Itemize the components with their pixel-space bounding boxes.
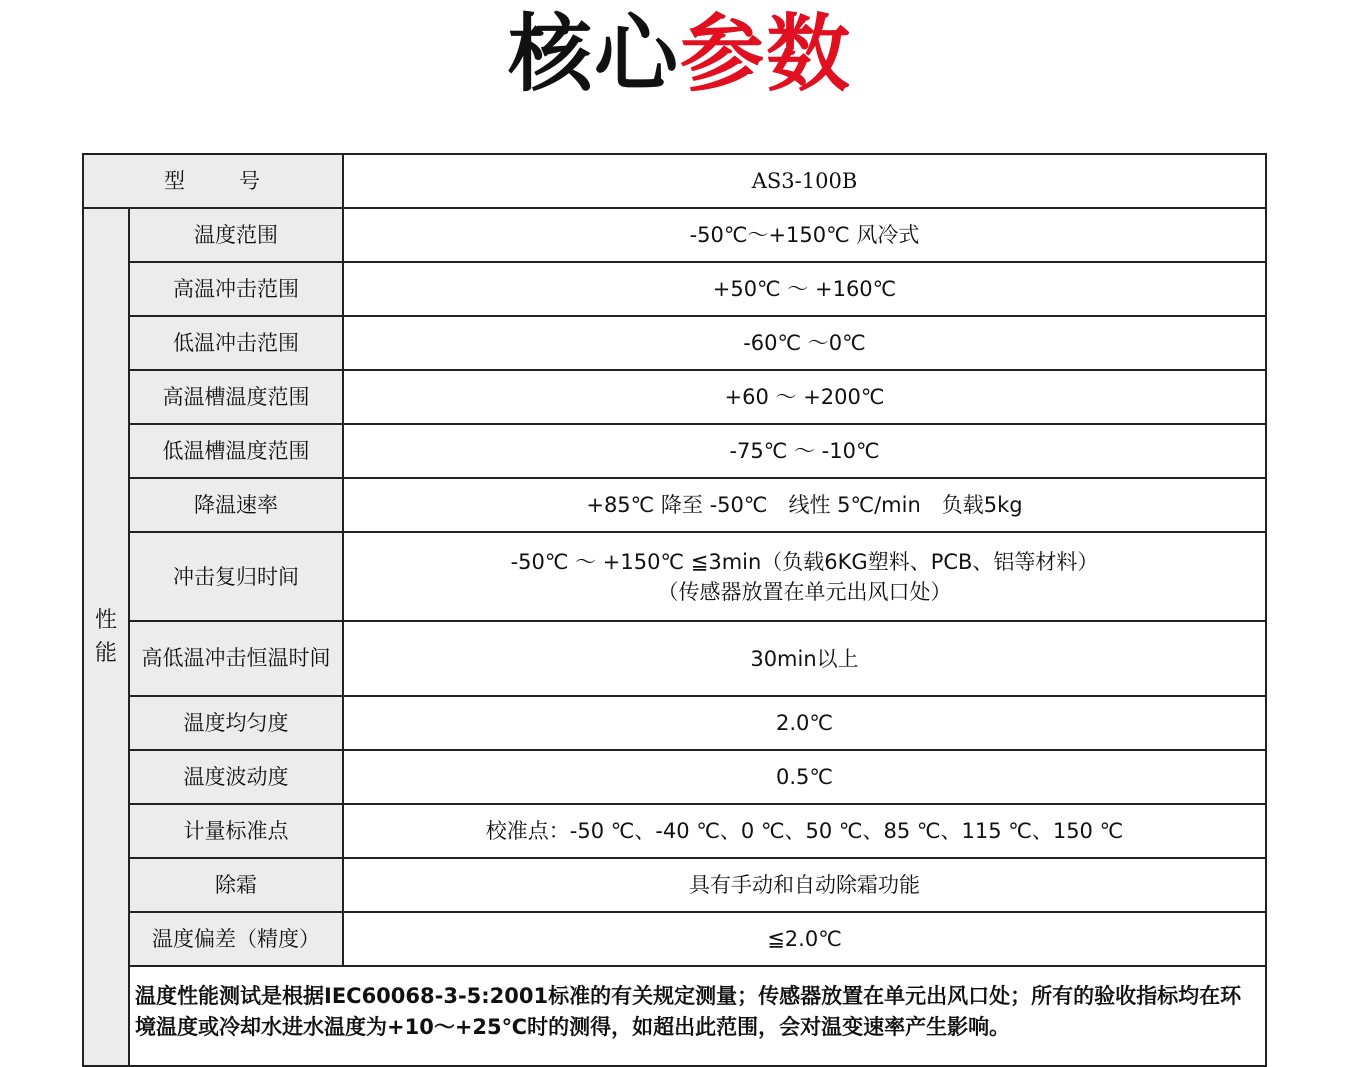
row-value: 2.0℃ xyxy=(343,696,1266,750)
row-value: ≦2.0℃ xyxy=(343,912,1266,966)
table-row xyxy=(83,424,1266,478)
table-row xyxy=(83,621,1266,696)
row-label: 高温槽温度范围 xyxy=(129,370,343,424)
group-label-char-a: 性 xyxy=(94,608,117,633)
row-label: 低温冲击范围 xyxy=(129,316,343,370)
row-value-line-1: -50℃ ～ +150℃ ≦3min（负载6KG塑料、PCB、铝等材料） xyxy=(510,549,1099,574)
table-row-note xyxy=(83,966,1266,1066)
page-title xyxy=(0,4,1360,104)
row-label: 计量标准点 xyxy=(129,804,343,858)
row-value: +50℃ ～ +160℃ xyxy=(343,262,1266,316)
row-value xyxy=(343,532,1266,621)
table-row xyxy=(83,532,1266,621)
group-label-char-b: 能 xyxy=(94,641,117,666)
row-label: 温度波动度 xyxy=(129,750,343,804)
table-row xyxy=(83,208,1266,262)
row-label: 温度范围 xyxy=(129,208,343,262)
table-row xyxy=(83,750,1266,804)
performance-group-label xyxy=(83,208,129,1066)
table-row xyxy=(83,478,1266,532)
row-value: +60 ～ +200℃ xyxy=(343,370,1266,424)
spec-table xyxy=(82,153,1267,1067)
table-row xyxy=(83,804,1266,858)
row-label: 高温冲击范围 xyxy=(129,262,343,316)
title-part-red: 参数 xyxy=(680,5,853,103)
model-label-char-a: 型 xyxy=(164,169,187,193)
table-row xyxy=(83,696,1266,750)
table-row xyxy=(83,262,1266,316)
table-row-model xyxy=(83,154,1266,208)
test-standard-note: 温度性能测试是根据IEC60068-3-5:2001标准的有关规定测量；传感器放置在单元出风口处；所有的验收指标均在环境温度或冷却水进水温度为+10～+25℃时的测得，如超出此范围，会对温变速率产生影响。 xyxy=(129,966,1266,1066)
row-value: 30min以上 xyxy=(343,621,1266,696)
row-label: 温度偏差（精度） xyxy=(129,912,343,966)
row-value: -60℃ ～0℃ xyxy=(343,316,1266,370)
row-label: 低温槽温度范围 xyxy=(129,424,343,478)
row-label: 降温速率 xyxy=(129,478,343,532)
title-part-black: 核心 xyxy=(507,5,680,103)
table-row xyxy=(83,316,1266,370)
row-label: 高低温冲击恒温时间 xyxy=(129,621,343,696)
row-label: 温度均匀度 xyxy=(129,696,343,750)
row-value: -75℃ ～ -10℃ xyxy=(343,424,1266,478)
model-value: AS3-100B xyxy=(343,154,1266,208)
row-label: 除霜 xyxy=(129,858,343,912)
row-value: 具有手动和自动除霜功能 xyxy=(343,858,1266,912)
table-row xyxy=(83,912,1266,966)
row-value: 校准点：-50 ℃、-40 ℃、0 ℃、50 ℃、85 ℃、115 ℃、150 ℃ xyxy=(343,804,1266,858)
table-row xyxy=(83,858,1266,912)
row-value-line-2: （传感器放置在单元出风口处） xyxy=(657,579,952,604)
model-label xyxy=(83,154,343,208)
row-value: 0.5℃ xyxy=(343,750,1266,804)
model-label-char-b: 号 xyxy=(239,169,262,193)
row-value: +85℃ 降至 -50℃ 线性 5℃/min 负载5kg xyxy=(343,478,1266,532)
row-value: -50℃～+150℃ 风冷式 xyxy=(343,208,1266,262)
row-label: 冲击复归时间 xyxy=(129,532,343,621)
table-row xyxy=(83,370,1266,424)
